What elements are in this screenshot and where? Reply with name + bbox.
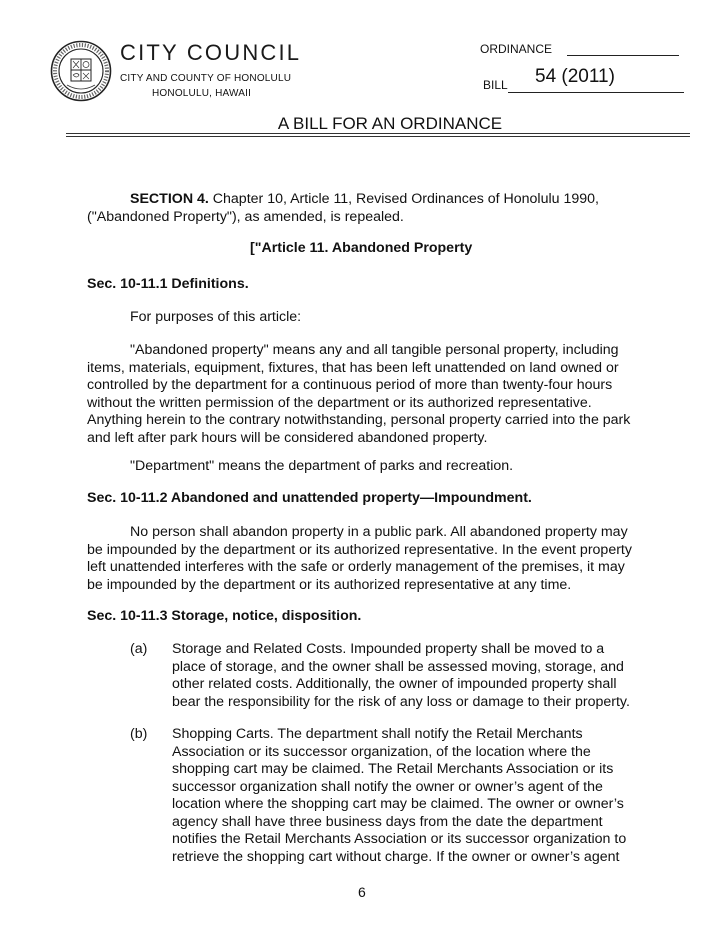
definition-line: and left after park hours will be considered abandoned property. xyxy=(87,429,488,446)
section4-line1-text: Chapter 10, Article 11, Revised Ordinances of Honolulu 1990, xyxy=(208,191,599,207)
bill-label: BILL xyxy=(483,78,508,92)
item-b-line: location where the shopping cart may be claimed. The owner or owner’s xyxy=(172,796,624,812)
sec-10-11-1-heading: Sec. 10-11.1 Definitions. xyxy=(87,276,249,292)
body-line: be impounded by the department or its authorized representative at any time. xyxy=(87,576,572,593)
item-b-body xyxy=(172,726,626,866)
sec-10-11-1-intro: For purposes of this article: xyxy=(130,309,302,325)
definition-line: Anything herein to the contrary notwithstanding, personal property carried into the park xyxy=(87,412,631,428)
item-b-line: agency shall have three business days from the date the department xyxy=(172,813,603,830)
definition-line: items, materials, equipment, fixtures, that has been left unattended on land owned or xyxy=(87,359,619,376)
sec-10-11-3-heading: Sec. 10-11.3 Storage, notice, disposition. xyxy=(87,608,362,624)
section4-line2: ("Abandoned Property"), as amended, is repealed. xyxy=(87,209,404,225)
section4-lead: SECTION 4. xyxy=(130,191,209,207)
council-location: HONOLULU, HAWAII xyxy=(152,88,252,99)
bill-blank-line xyxy=(508,92,684,93)
item-a-line: place of storage, and the owner shall be assessed moving, storage, and xyxy=(172,658,624,675)
item-b-label: (b) xyxy=(130,726,148,742)
definition-line: without the written permission of the department or its authorized representative. xyxy=(87,394,592,411)
item-b-line: shopping cart may be claimed. The Retail Merchants Association or its xyxy=(172,761,614,777)
item-a-body xyxy=(172,641,630,711)
heading-rule-bottom xyxy=(66,136,690,137)
definition-abandoned-property xyxy=(87,342,630,447)
item-b-line: retrieve the shopping cart without charge. If the owner or owner’s agent xyxy=(172,848,620,865)
council-subtitle: CITY AND COUNTY OF HONOLULU xyxy=(120,73,292,84)
bill-heading: A BILL FOR AN ORDINANCE xyxy=(277,114,503,133)
ordinance-blank-line xyxy=(567,55,679,56)
ordinance-label: ORDINANCE xyxy=(480,42,553,56)
body-line: be impounded by the department or its authorized representative. In the event property xyxy=(87,541,632,558)
item-a-line: bear the responsibility for the risk of any loss or damage to their property. xyxy=(172,693,630,710)
bill-number: 54 (2011) xyxy=(535,66,615,87)
item-b-line: successor organization shall notify the owner or owner’s agent of the xyxy=(172,778,603,795)
body-line: left unattended interferes with the safe or orderly management of the premises, it may xyxy=(87,559,625,575)
definition-line: "Abandoned property" means any and all tangible personal property, including xyxy=(130,342,619,358)
item-a-label: (a) xyxy=(130,641,148,657)
council-title: CITY COUNCIL xyxy=(120,40,302,65)
page-number: 6 xyxy=(358,884,366,900)
article-heading-text: ["Article 11. Abandoned Property xyxy=(250,240,473,256)
heading-rule-top xyxy=(66,133,690,134)
item-a-line: other related costs. Additionally, the owner of impounded property shall xyxy=(172,676,617,692)
city-seal-icon xyxy=(50,40,112,102)
body-line: No person shall abandon property in a public park. All abandoned property may xyxy=(130,524,628,540)
definition-line: controlled by the department for a continuous period of more than twenty-four hours xyxy=(87,377,613,393)
section4-line1 xyxy=(130,191,599,209)
article-heading xyxy=(250,240,472,258)
sec-10-11-2-heading: Sec. 10-11.2 Abandoned and unattended property—Impoundment. xyxy=(87,490,532,506)
item-b-line: Shopping Carts. The department shall notify the Retail Merchants xyxy=(172,726,583,742)
item-b-line: Association or its successor organization, of the location where the xyxy=(172,743,591,760)
item-a-line: Storage and Related Costs. Impounded property shall be moved to a xyxy=(172,641,605,657)
definition-department: "Department" means the department of parks and recreation. xyxy=(130,458,514,474)
item-b-line: notifies the Retail Merchants Association or its successor organization to xyxy=(172,831,627,847)
sec-10-11-2-body xyxy=(87,524,632,594)
